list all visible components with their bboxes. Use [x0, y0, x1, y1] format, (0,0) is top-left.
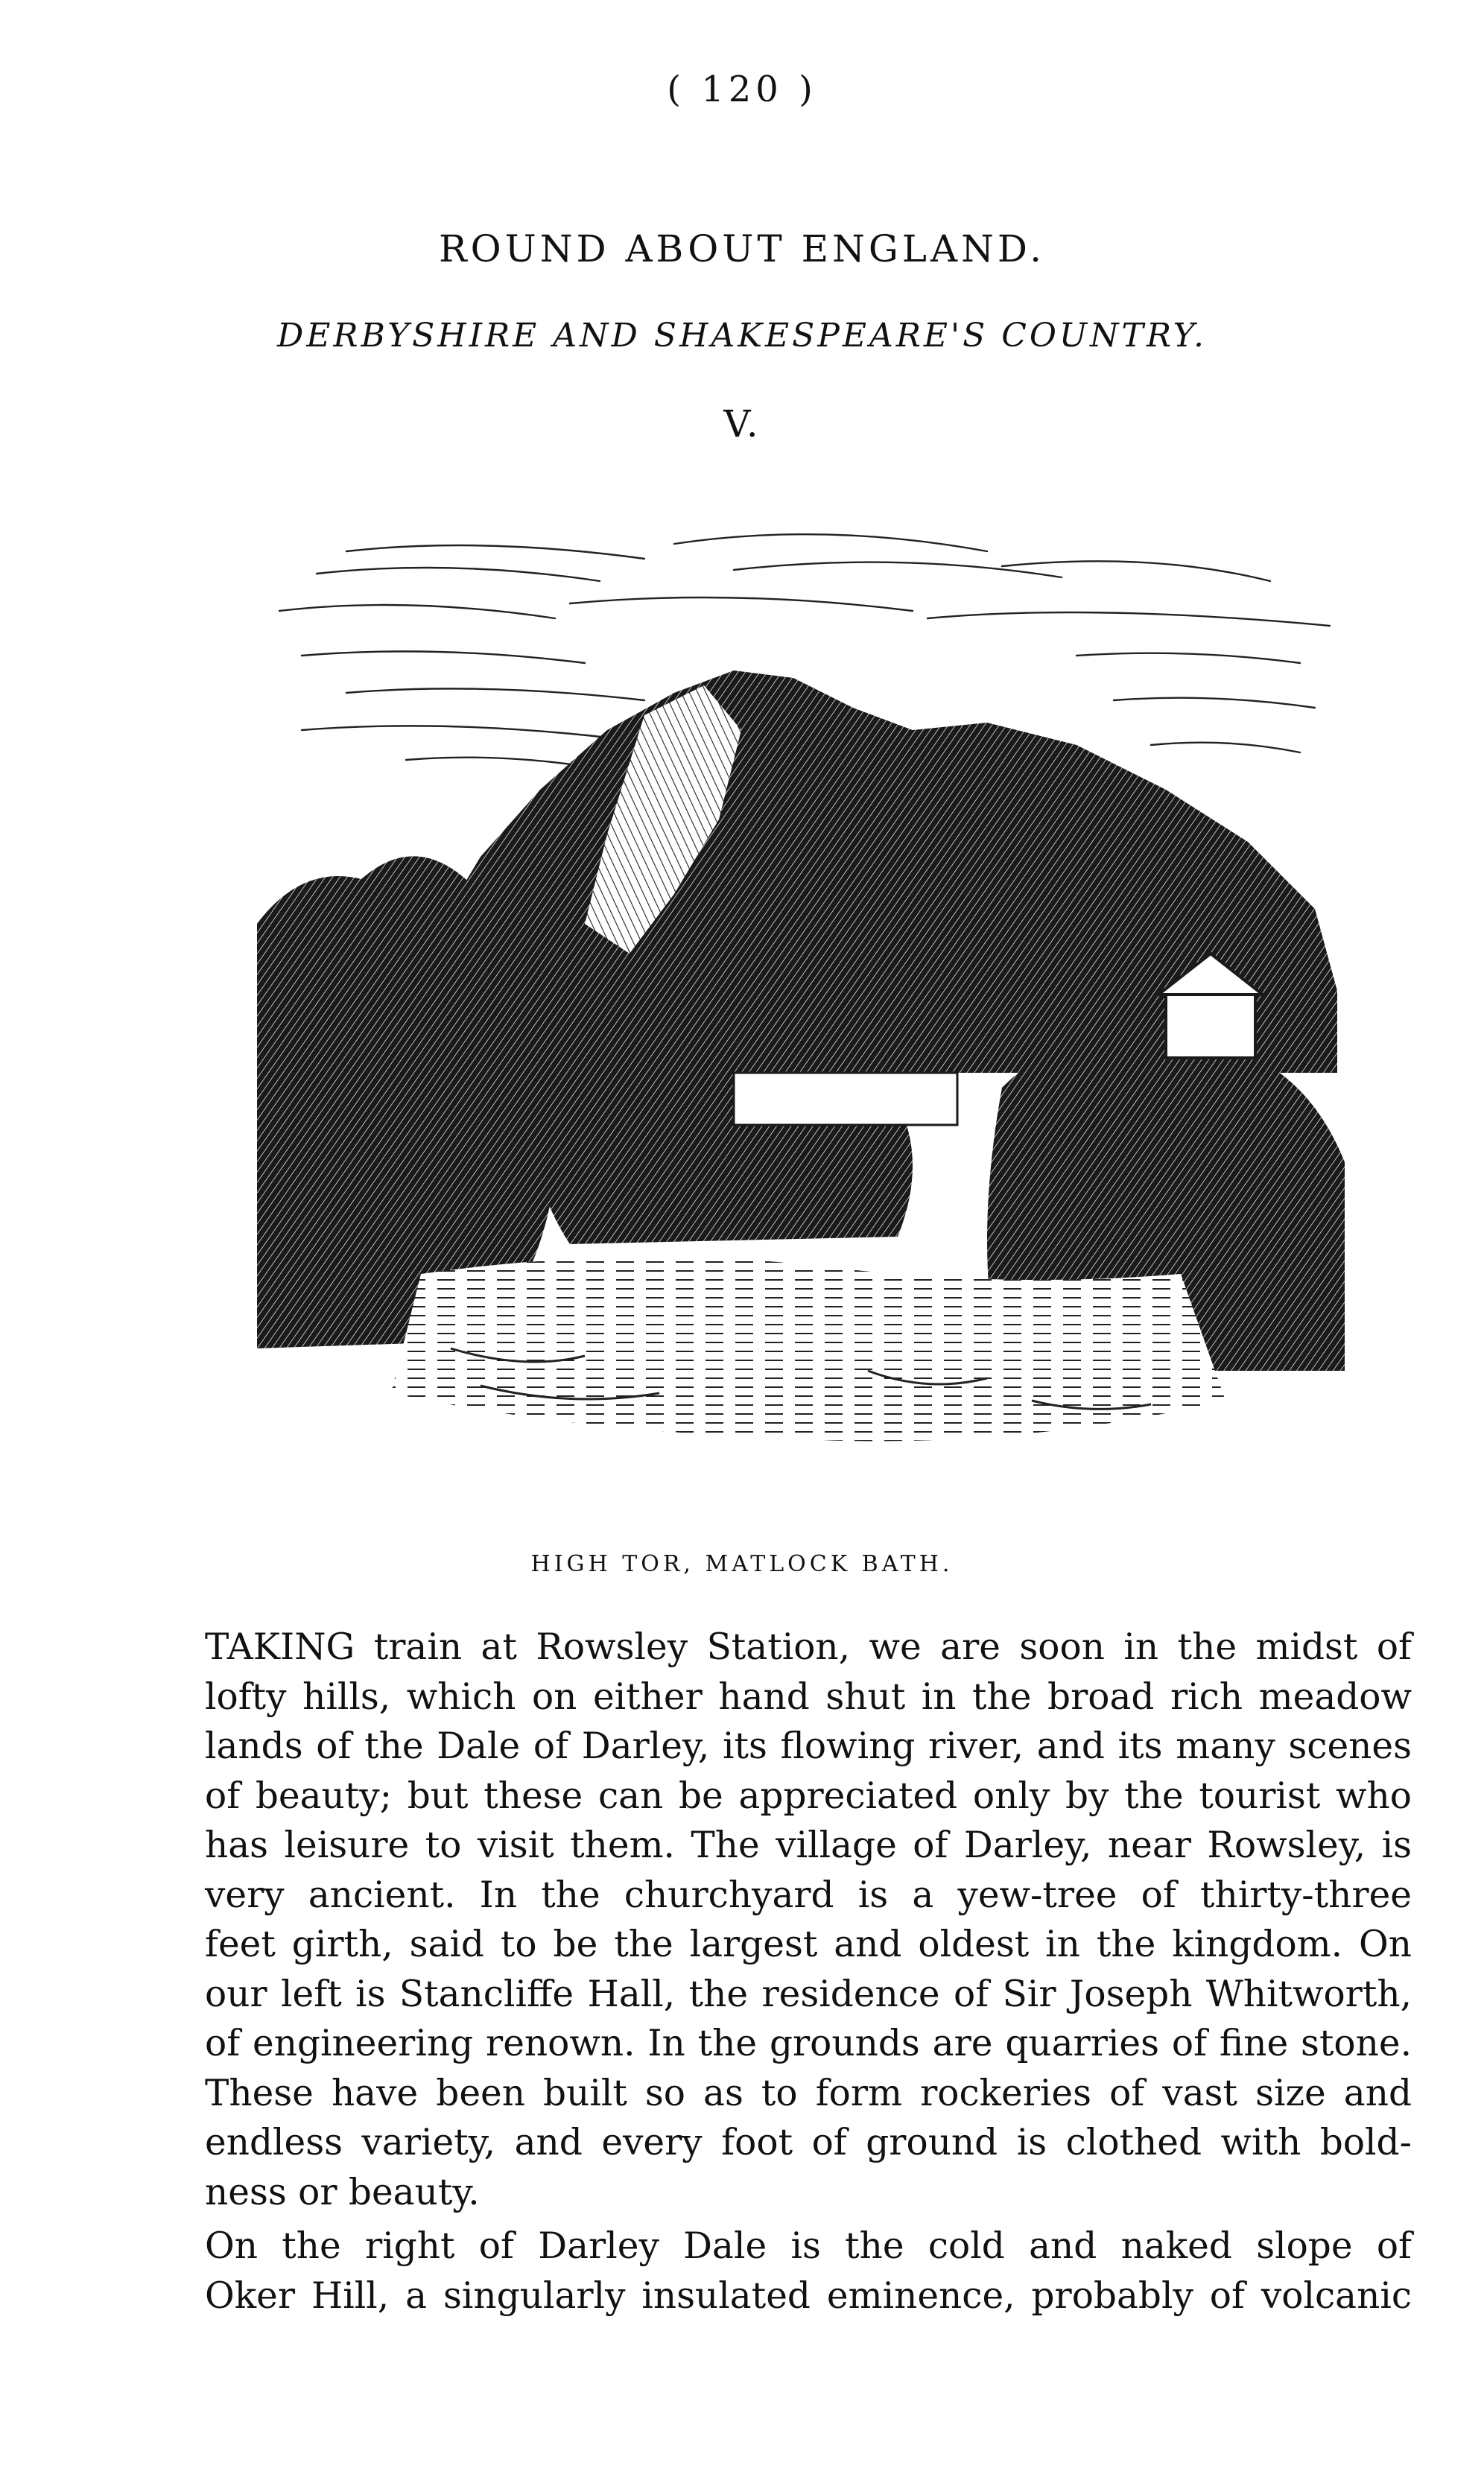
text-line: These have been built so as to form rockeries of vast size and [205, 2072, 1412, 2114]
section-numeral: V. [723, 402, 761, 446]
text-line: very ancient. In the churchyard is a yew-tree of thirty-three [205, 1874, 1412, 1916]
paragraph [205, 1623, 1412, 2217]
text-line: Oker Hill, a singularly insulated eminence, probably of volcanic [205, 2274, 1412, 2317]
text-line: our left is Stancliffe Hall, the residence of Sir Joseph Whitworth, [205, 1973, 1412, 2015]
text-line: has leisure to visit them. The village of Darley, near Rowsley, is [205, 1824, 1412, 1866]
text-line: endless variety, and every foot of ground is clothed with bold- [205, 2122, 1412, 2163]
text-line: lofty hills, which on either hand shut in the broad rich meadow [205, 1675, 1412, 1718]
text-line: of engineering renown. In the grounds are quarries of fine stone. [205, 2023, 1412, 2064]
text-line: lands of the Dale of Darley, its flowing river, and its many scenes [205, 1725, 1412, 1767]
page-title: ROUND ABOUT ENGLAND. [438, 227, 1046, 270]
text-line: ness or beauty. [205, 2171, 480, 2213]
body-text [205, 1623, 1412, 2321]
page-number: ( 120 ) [667, 69, 817, 110]
paragraph [205, 2222, 1412, 2321]
text-line: On the right of Darley Dale is the cold and naked slope of [205, 2225, 1412, 2267]
river [391, 1257, 1225, 1441]
text-line: of beauty; but these can be appreciated only by the tourist who [205, 1775, 1412, 1817]
building [1166, 991, 1255, 1058]
figure-caption: HIGH TOR, MATLOCK BATH. [530, 1551, 954, 1577]
page-subtitle: DERBYSHIRE AND SHAKESPEARE'S COUNTRY. [277, 317, 1207, 355]
high-tor-engraving [257, 507, 1352, 1527]
text-line: feet girth, said to be the largest and oldest in the kingdom. On [205, 1924, 1412, 1965]
text-line: TAKING train at Rowsley Station, we are soon in the midst of [205, 1626, 1412, 1668]
